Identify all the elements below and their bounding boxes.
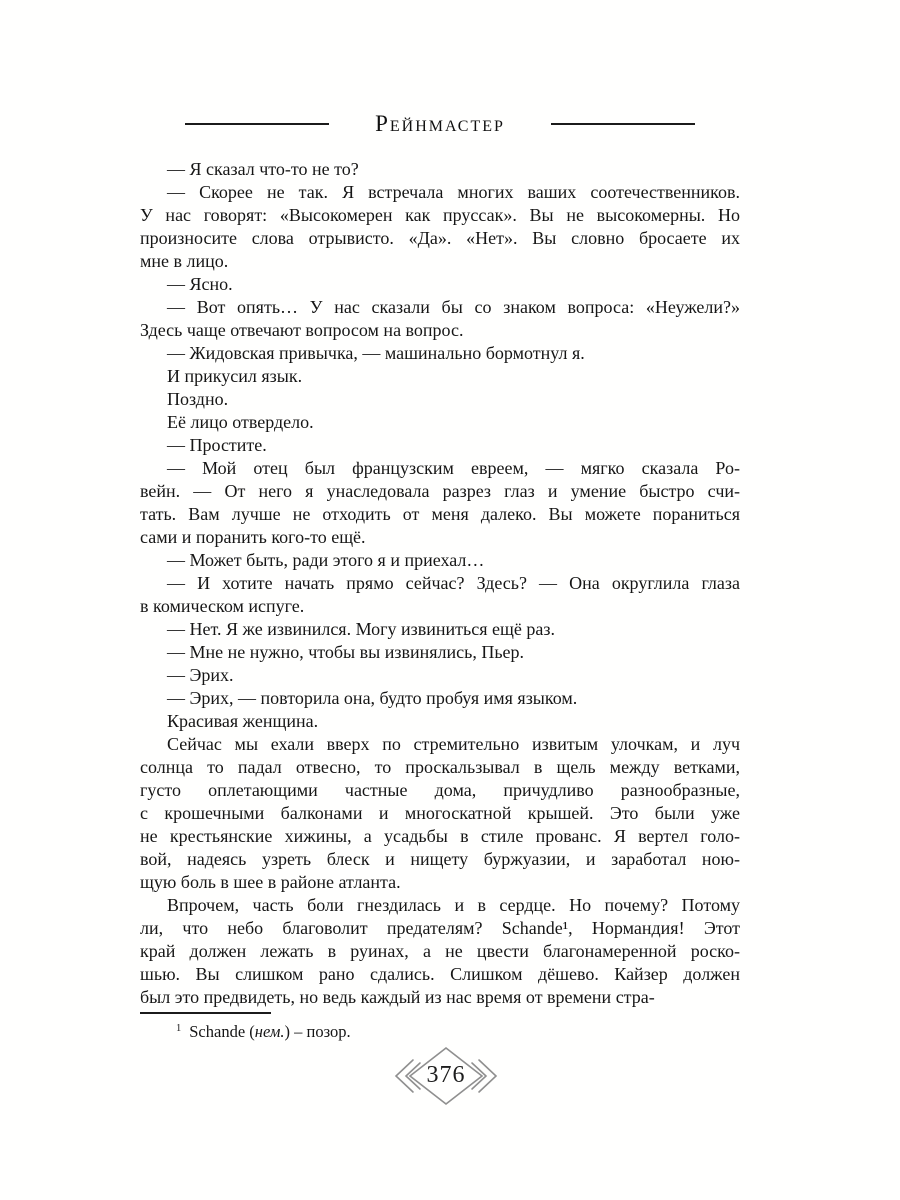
body-text (140, 158, 740, 1009)
text-line: мне в лицо. (140, 251, 229, 271)
paragraph (140, 641, 740, 664)
footnote-segment: ) – позор. (284, 1022, 351, 1041)
text-line: И прикусил язык. (167, 366, 303, 386)
text-line: солнца то падал отвесно, то проскальзывал в щель между ветками, (140, 757, 740, 777)
paragraph (140, 181, 740, 273)
paragraph (140, 572, 740, 618)
text-line: — Вот опять… У нас сказали бы со знаком вопроса: «Неужели?» (167, 297, 740, 317)
text-line: У нас говорят: «Высокомерен как пруссак». Вы не высокомерны. Но (140, 205, 740, 225)
text-line: Красивая женщина. (167, 711, 319, 731)
header-rule-left (185, 123, 329, 125)
page-number-ornament (394, 1045, 498, 1107)
paragraph (140, 273, 740, 296)
text-line: Сейчас мы ехали вверх по стремительно извитым улочкам, и луч (167, 734, 740, 754)
text-line: Поздно. (167, 389, 229, 409)
paragraph (140, 296, 740, 342)
text-line: щую боль в шее в районе атланта. (140, 872, 401, 892)
paragraph (140, 618, 740, 641)
text-line: — Мне не нужно, чтобы вы извинялись, Пьер. (167, 642, 525, 662)
text-line: — Я сказал что-то не то? (167, 159, 359, 179)
paragraph (140, 710, 740, 733)
text-line: — Эрих. (167, 665, 234, 685)
text-line: вой, надеясь узреть блеск и нищету буржуазии, и заработал ною- (140, 849, 740, 869)
paragraph (140, 388, 740, 411)
text-line: — Ясно. (167, 274, 233, 294)
text-line: — Жидовская привычка, — машинально бормотнул я. (167, 343, 585, 363)
text-line: в комическом испуге. (140, 596, 305, 616)
paragraph (140, 664, 740, 687)
text-line: — И хотите начать прямо сейчас? Здесь? — Она округлила глаза (167, 573, 740, 593)
paragraph (140, 411, 740, 434)
text-line: тать. Вам лучше не отходить от меня далеко. Вы можете пораниться (140, 504, 740, 524)
text-line: край должен лежать в руинах, а не цвести благонамеренной роско- (140, 941, 740, 961)
footnote-term-italic: нем. (254, 1022, 285, 1041)
paragraph (140, 894, 740, 1009)
text-line: — Простите. (167, 435, 267, 455)
text-line: — Может быть, ради этого я и приехал… (167, 550, 485, 570)
page-number: 376 (426, 1061, 466, 1088)
text-line: Впрочем, часть боли гнездилась и в сердце. Но почему? Потому (167, 895, 740, 915)
text-line: ли, что небо благоволит предателям? Schande¹, Нормандия! Этот (140, 918, 740, 938)
paragraph (140, 457, 740, 549)
running-header-title: Рейнмастер (375, 110, 505, 136)
running-header (140, 110, 740, 138)
footnote-marker: 1 (176, 1022, 182, 1034)
text-line: — Скорее не так. Я встречала многих ваших соотечественников. (167, 182, 740, 202)
text-line: был это предвидеть, но ведь каждый из нас время от времени стра- (140, 987, 655, 1007)
paragraph (140, 365, 740, 388)
paragraph (140, 733, 740, 894)
paragraph (140, 158, 740, 181)
footnote (140, 1021, 740, 1043)
paragraph (140, 687, 740, 710)
text-line: густо оплетающими частные дома, причудливо разнообразные, (140, 780, 740, 800)
text-line: — Эрих, — повторила она, будто пробуя имя языком. (167, 688, 578, 708)
text-line: вейн. — От него я унаследовала разрез глаз и умение быстро счи- (140, 481, 740, 501)
footnote-text (189, 1022, 350, 1041)
footnote-rule (140, 1012, 271, 1014)
paragraph (140, 549, 740, 572)
text-line: — Нет. Я же извинился. Могу извиниться ещё раз. (167, 619, 555, 639)
paragraph (140, 342, 740, 365)
text-line: Её лицо отвердело. (167, 412, 314, 432)
text-line: сами и поранить кого-то ещё. (140, 527, 366, 547)
footnote-segment: Schande ( (189, 1022, 255, 1041)
paragraph (140, 434, 740, 457)
text-line: не крестьянские хижины, а усадьбы в стиле прованс. Я вертел голо- (140, 826, 740, 846)
text-line: с крошечными балконами и многоскатной крышей. Это были уже (140, 803, 740, 823)
text-line: Здесь чаще отвечают вопросом на вопрос. (140, 320, 464, 340)
text-line: произносите слова отрывисто. «Да». «Нет». Вы словно бросаете их (140, 228, 740, 248)
header-rule-right (551, 123, 695, 125)
text-line: шью. Вы слишком рано сдались. Слишком дёшево. Кайзер должен (140, 964, 740, 984)
text-line: — Мой отец был французским евреем, — мягко сказала Ро- (167, 458, 740, 478)
